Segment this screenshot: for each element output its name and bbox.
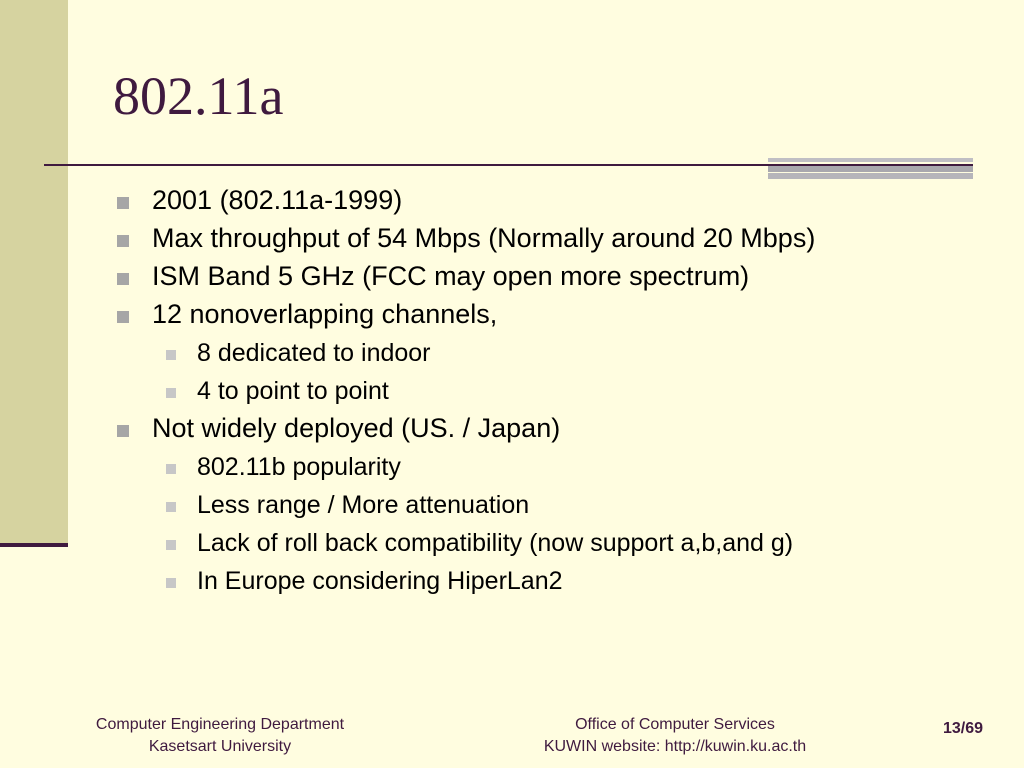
bullet-item bbox=[115, 260, 955, 292]
footer-department-name: Computer Engineering Department bbox=[95, 716, 345, 733]
sub-bullet-item bbox=[115, 490, 955, 520]
sub-bullet-text: Less range / More attenuation bbox=[197, 491, 530, 519]
square-bullet-icon bbox=[117, 235, 129, 247]
left-band-underline bbox=[0, 543, 68, 547]
bullet-item bbox=[115, 298, 955, 330]
square-sub-bullet-icon bbox=[166, 464, 176, 474]
sub-bullet-text: Lack of roll back compatibility (now support a,b,and g) bbox=[197, 529, 794, 557]
bullet-text: ISM Band 5 GHz (FCC may open more spectrum) bbox=[152, 261, 750, 291]
bullet-item bbox=[115, 412, 955, 444]
sub-bullet-item bbox=[115, 338, 955, 368]
footer-department bbox=[55, 714, 385, 758]
footer-office bbox=[470, 714, 880, 758]
left-decorative-band bbox=[0, 0, 68, 545]
slide-title: 802.11a bbox=[113, 66, 284, 126]
bullet-text: 2001 (802.11a-1999) bbox=[152, 185, 403, 215]
square-bullet-icon bbox=[117, 311, 129, 323]
slide-content-list bbox=[115, 180, 955, 596]
sub-bullet-item bbox=[115, 452, 955, 482]
sub-bullet-text: 4 to point to point bbox=[197, 377, 389, 405]
square-bullet-icon bbox=[117, 197, 129, 209]
sub-bullet-item bbox=[115, 528, 955, 558]
accent-bar-decoration bbox=[768, 158, 973, 179]
sub-bullet-text: In Europe considering HiperLan2 bbox=[197, 567, 563, 595]
square-sub-bullet-icon bbox=[166, 388, 176, 398]
footer-office-name: Office of Computer Services bbox=[575, 716, 775, 733]
page-number: 13/69 bbox=[942, 720, 984, 737]
square-bullet-icon bbox=[117, 425, 129, 437]
bullet-item bbox=[115, 184, 955, 216]
bullet-text: Not widely deployed (US. / Japan) bbox=[152, 413, 561, 443]
sub-bullet-text: 802.11b popularity bbox=[197, 453, 401, 481]
square-bullet-icon bbox=[117, 273, 129, 285]
footer-website: KUWIN website: http://kuwin.ku.ac.th bbox=[543, 738, 807, 755]
square-sub-bullet-icon bbox=[166, 540, 176, 550]
sub-bullet-text: 8 dedicated to indoor bbox=[197, 339, 431, 367]
footer-university-name: Kasetsart University bbox=[148, 738, 292, 755]
bullet-text: Max throughput of 54 Mbps (Normally around 20 Mbps) bbox=[152, 223, 816, 253]
square-sub-bullet-icon bbox=[166, 350, 176, 360]
bullet-text: 12 nonoverlapping channels, bbox=[152, 299, 498, 329]
bullet-item bbox=[115, 222, 955, 254]
square-sub-bullet-icon bbox=[166, 502, 176, 512]
sub-bullet-item bbox=[115, 376, 955, 406]
sub-bullet-item bbox=[115, 566, 955, 596]
square-sub-bullet-icon bbox=[166, 578, 176, 588]
